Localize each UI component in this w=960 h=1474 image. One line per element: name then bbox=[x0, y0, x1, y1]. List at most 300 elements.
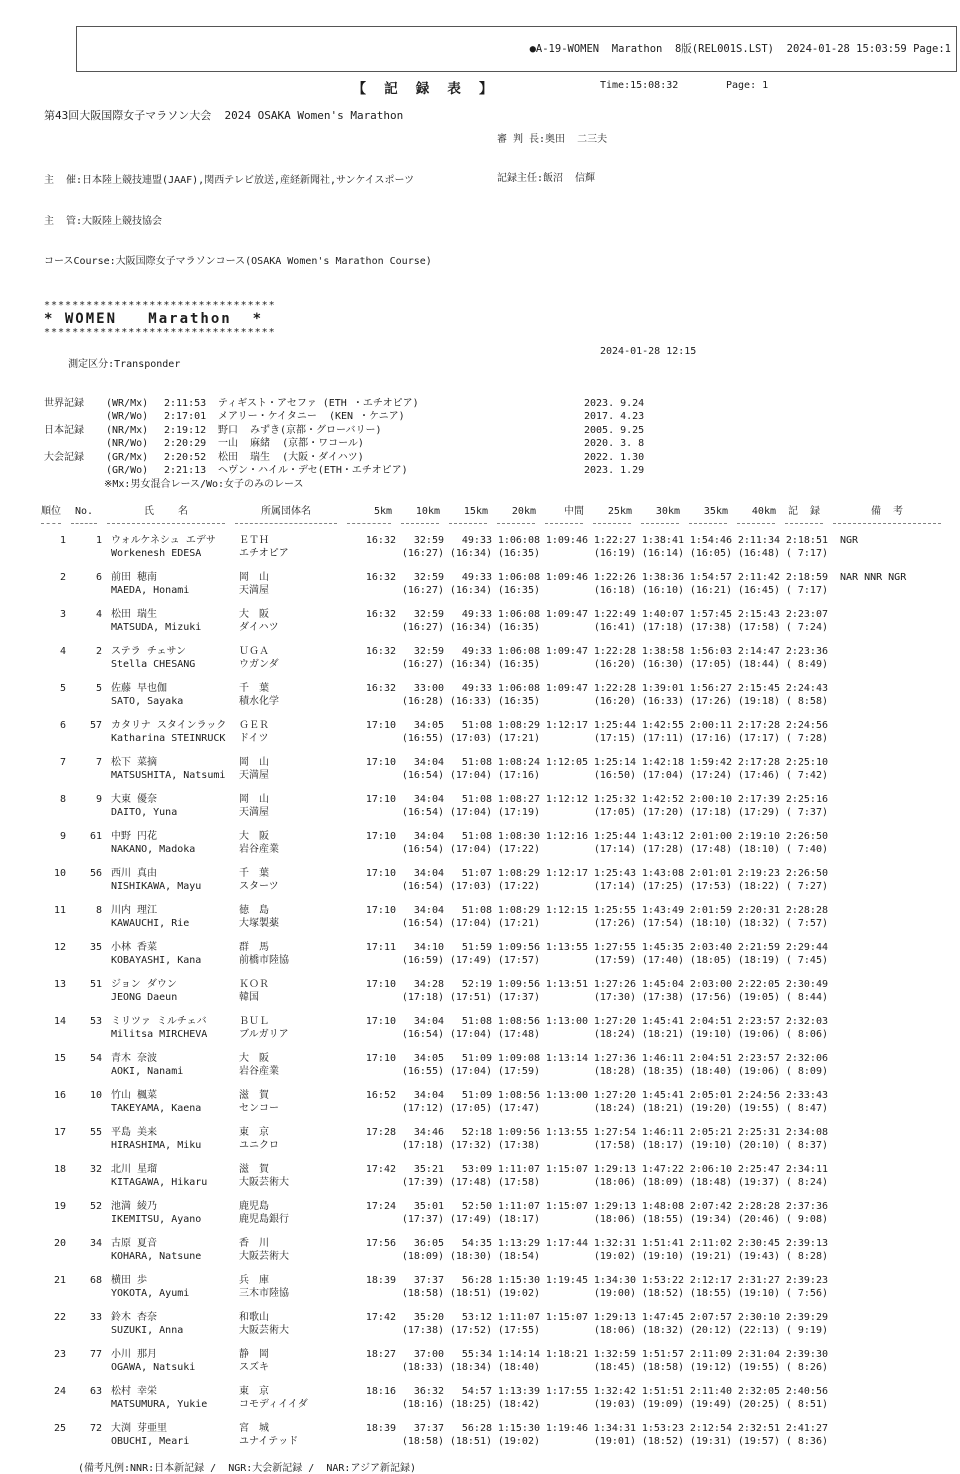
cell-half: 1:09:47 bbox=[545, 608, 588, 620]
cell-t15: (17:04) bbox=[449, 1065, 492, 1077]
cell-t35: 2:07:57 bbox=[689, 1311, 732, 1323]
cell-t5 bbox=[342, 1065, 396, 1078]
cell-name: 小川 那月 bbox=[111, 1348, 158, 1360]
cell-fin: 2:18:51 bbox=[785, 534, 828, 546]
cell-t20: 1:08:56 bbox=[497, 1015, 540, 1027]
cell-t40: (18:44) bbox=[737, 658, 780, 670]
cell-t40: (19:55) bbox=[737, 1361, 780, 1373]
cell-no: 68 bbox=[89, 1274, 102, 1286]
cell-t10: 32:59 bbox=[413, 608, 444, 620]
results-body bbox=[36, 534, 960, 1448]
cell-t40: 2:30:10 bbox=[737, 1311, 780, 1323]
cell-team: ＢＵＬ bbox=[239, 1015, 269, 1027]
cell-t40: (17:29) bbox=[737, 806, 780, 818]
cell-t20: (16:35) bbox=[497, 584, 540, 596]
cell-rem bbox=[828, 621, 946, 634]
cell-name: NAKANO, Madoka bbox=[111, 843, 196, 855]
cell-rem bbox=[828, 1324, 946, 1337]
cell-t20: 1:08:29 bbox=[497, 719, 540, 731]
cell-fin: ( 7:56) bbox=[785, 1287, 828, 1299]
cell-t5: 16:32 bbox=[365, 534, 396, 546]
cell-t30: 1:48:08 bbox=[641, 1200, 684, 1212]
cell-t40: (17:17) bbox=[737, 732, 780, 744]
cell-t40: 2:17:39 bbox=[737, 793, 780, 805]
measurement-label: 測定区分:Transponder bbox=[68, 358, 181, 370]
cell-t20: (17:48) bbox=[497, 1028, 540, 1040]
cell-rem bbox=[828, 1250, 946, 1263]
cell-t35: 2:00:11 bbox=[689, 719, 732, 731]
cell-fin: ( 8:24) bbox=[785, 1176, 828, 1188]
cell-no bbox=[66, 991, 102, 1004]
cell-t15: 54:57 bbox=[461, 1385, 492, 1397]
cell-no: 33 bbox=[89, 1311, 102, 1323]
cell-rank bbox=[36, 695, 66, 708]
cell-t15: 55:34 bbox=[461, 1348, 492, 1360]
cell-t25: 1:25:55 bbox=[593, 904, 636, 916]
cell-t40: 2:15:43 bbox=[737, 608, 780, 620]
cell-t35: (19:49) bbox=[689, 1398, 732, 1410]
cell-t10: 36:32 bbox=[413, 1385, 444, 1397]
cell-rem bbox=[828, 1287, 946, 1300]
cell-team: 大阪芸術大 bbox=[239, 1176, 289, 1188]
record-category: (NR/Wo) bbox=[106, 438, 149, 449]
cell-rem bbox=[828, 1163, 946, 1176]
cell-t30: (17:54) bbox=[641, 917, 684, 929]
cell-team: 天満屋 bbox=[239, 769, 269, 781]
cell-rank: 17 bbox=[53, 1126, 66, 1138]
cell-t40: (19:18) bbox=[737, 695, 780, 707]
cell-team: 鹿児島 bbox=[239, 1200, 269, 1212]
cell-t10: (16:54) bbox=[401, 917, 444, 929]
cell-no bbox=[66, 1213, 102, 1226]
cell-t35: (16:05) bbox=[689, 547, 732, 559]
cell-t30: (17:28) bbox=[641, 843, 684, 855]
cell-t35: (19:34) bbox=[689, 1213, 732, 1225]
cell-no bbox=[66, 843, 102, 856]
col-header-10km: 10km bbox=[415, 505, 440, 517]
cell-t10: (16:27) bbox=[401, 658, 444, 670]
cell-fin: 2:24:56 bbox=[785, 719, 828, 731]
cell-t15: (16:34) bbox=[449, 547, 492, 559]
result-row-line bbox=[36, 547, 960, 560]
cell-t25: (18:06) bbox=[593, 1176, 636, 1188]
cell-t40: 2:32:05 bbox=[737, 1385, 780, 1397]
cell-t30: (18:09) bbox=[641, 1176, 684, 1188]
record-category: (NR/Mx) bbox=[106, 424, 149, 436]
cell-half: 1:12:15 bbox=[545, 904, 588, 916]
cell-no bbox=[66, 1287, 102, 1300]
cell-team: ＥＴＨ bbox=[239, 534, 269, 546]
cell-no: 57 bbox=[89, 719, 102, 731]
cell-fin: ( 8:28) bbox=[785, 1250, 828, 1262]
cell-rank bbox=[36, 1324, 66, 1337]
cell-half bbox=[540, 1139, 588, 1152]
cell-team: 岩谷産業 bbox=[239, 1065, 279, 1077]
cell-no: 6 bbox=[95, 571, 102, 583]
cell-team: 東 京 bbox=[239, 1385, 269, 1397]
cell-t40: 2:20:31 bbox=[737, 904, 780, 916]
cell-no bbox=[66, 1324, 102, 1337]
cell-no bbox=[66, 621, 102, 634]
cell-name: KOHARA, Natsune bbox=[111, 1250, 202, 1262]
cell-t25: 1:29:13 bbox=[593, 1311, 636, 1323]
cell-t5: 16:32 bbox=[365, 645, 396, 657]
cell-t20: 1:09:56 bbox=[497, 978, 540, 990]
cell-fin: ( 9:19) bbox=[785, 1324, 828, 1336]
cell-name: 北川 星瑠 bbox=[111, 1163, 158, 1175]
cell-t25: (18:28) bbox=[593, 1065, 636, 1077]
cell-rank: 13 bbox=[53, 978, 66, 990]
cell-t10: (16:54) bbox=[401, 1028, 444, 1040]
cell-no bbox=[66, 1102, 102, 1115]
result-row-line bbox=[36, 1311, 960, 1324]
cell-t25: 1:29:13 bbox=[593, 1163, 636, 1175]
cell-no bbox=[66, 695, 102, 708]
cell-rem bbox=[828, 1015, 946, 1028]
cell-t15: 51:09 bbox=[461, 1089, 492, 1101]
cell-rem bbox=[828, 941, 946, 954]
header-rule bbox=[107, 519, 225, 524]
cell-t20: 1:08:27 bbox=[497, 793, 540, 805]
cell-t35: 2:01:01 bbox=[689, 867, 732, 879]
cell-t15: (18:51) bbox=[449, 1435, 492, 1447]
cell-t20: 1:11:07 bbox=[497, 1200, 540, 1212]
cell-t10: (16:27) bbox=[401, 621, 444, 633]
cell-no: 34 bbox=[89, 1237, 102, 1249]
cell-half bbox=[540, 991, 588, 1004]
cell-t35: 2:01:00 bbox=[689, 830, 732, 842]
cell-name: DAITO, Yuna bbox=[111, 806, 178, 818]
cell-t15: 49:33 bbox=[461, 571, 492, 583]
cell-name: SATO, Sayaka bbox=[111, 695, 184, 707]
cell-t25: (17:30) bbox=[593, 991, 636, 1003]
cell-team: ＧＥＲ bbox=[239, 719, 269, 731]
record-date: 2005. 9.25 bbox=[584, 424, 645, 436]
cell-t5: 17:10 bbox=[365, 978, 396, 990]
result-row-line bbox=[36, 1126, 960, 1139]
cell-t10: 32:59 bbox=[413, 571, 444, 583]
header-rule bbox=[41, 519, 61, 524]
cell-team: 大 阪 bbox=[239, 608, 269, 620]
result-row bbox=[36, 867, 960, 893]
cell-t15: 51:07 bbox=[461, 867, 492, 879]
cell-half: 1:18:21 bbox=[545, 1348, 588, 1360]
cell-rank: 15 bbox=[53, 1052, 66, 1064]
cell-t5: 17:28 bbox=[365, 1126, 396, 1138]
cell-half: 1:09:47 bbox=[545, 645, 588, 657]
cell-t15: 51:08 bbox=[461, 756, 492, 768]
cell-team: 岡 山 bbox=[239, 793, 269, 805]
cell-t20: 1:13:29 bbox=[497, 1237, 540, 1249]
cell-t10: (17:18) bbox=[401, 991, 444, 1003]
col-header-no: No. bbox=[74, 505, 94, 517]
record-time: 2:21:13 bbox=[164, 465, 207, 476]
cell-name: YOKOTA, Ayumi bbox=[111, 1287, 190, 1299]
cell-t25: (16:20) bbox=[593, 658, 636, 670]
cell-team: ブルガリア bbox=[239, 1028, 289, 1040]
cell-t10: (17:38) bbox=[401, 1324, 444, 1336]
cell-t35: (18:55) bbox=[689, 1287, 732, 1299]
cell-half bbox=[540, 1102, 588, 1115]
result-row-line bbox=[36, 1348, 960, 1361]
result-row-line bbox=[36, 1176, 960, 1189]
cell-t5: 16:32 bbox=[365, 571, 396, 583]
result-row-line bbox=[36, 806, 960, 819]
cell-no bbox=[66, 584, 102, 597]
cell-t10: 34:04 bbox=[413, 867, 444, 879]
cell-t20: (17:57) bbox=[497, 954, 540, 966]
cell-t30: (18:35) bbox=[641, 1065, 684, 1077]
cell-t5 bbox=[342, 695, 396, 708]
cell-t10: (16:54) bbox=[401, 843, 444, 855]
col-header-5km: 5km bbox=[373, 505, 392, 517]
cell-t30: 1:42:18 bbox=[641, 756, 684, 768]
cell-half bbox=[540, 1213, 588, 1226]
cell-rem bbox=[828, 1422, 946, 1435]
cell-t20: (17:59) bbox=[497, 1065, 540, 1077]
cell-t30: 1:51:41 bbox=[641, 1237, 684, 1249]
cell-team: 前橋市陸協 bbox=[239, 954, 289, 966]
cell-t15: 51:08 bbox=[461, 1015, 492, 1027]
cell-t35: 1:54:57 bbox=[689, 571, 732, 583]
cell-t35: 2:03:00 bbox=[689, 978, 732, 990]
cell-no bbox=[66, 547, 102, 560]
cell-t40: (19:10) bbox=[737, 1287, 780, 1299]
result-row-line bbox=[36, 880, 960, 893]
cell-t20: (18:42) bbox=[497, 1398, 540, 1410]
result-row bbox=[36, 1126, 960, 1152]
cell-t40: 2:31:04 bbox=[737, 1348, 780, 1360]
cell-t10: (16:59) bbox=[401, 954, 444, 966]
cell-name: 古原 夏音 bbox=[111, 1237, 158, 1249]
cell-fin: 2:37:36 bbox=[785, 1200, 828, 1212]
cell-t5: 16:32 bbox=[365, 608, 396, 620]
result-row-line bbox=[36, 1274, 960, 1287]
cell-t20: 1:09:08 bbox=[497, 1052, 540, 1064]
record-date: 2017. 4.23 bbox=[584, 411, 645, 422]
cell-half: 1:19:45 bbox=[545, 1274, 588, 1286]
cell-t25: (18:24) bbox=[593, 1102, 636, 1114]
cell-team: 千 葉 bbox=[239, 867, 269, 879]
cell-fin: ( 8:44) bbox=[785, 991, 828, 1003]
cell-t5 bbox=[342, 954, 396, 967]
result-row-line bbox=[36, 1028, 960, 1041]
cell-t20: 1:08:30 bbox=[497, 830, 540, 842]
cell-rank bbox=[36, 991, 66, 1004]
cell-no: 56 bbox=[89, 867, 102, 879]
cell-t20: 1:06:08 bbox=[497, 608, 540, 620]
cell-no: 7 bbox=[95, 756, 102, 768]
cell-fin: ( 7:24) bbox=[785, 621, 828, 633]
cell-t25: 1:27:54 bbox=[593, 1126, 636, 1138]
cell-team: スズキ bbox=[239, 1361, 269, 1373]
cell-t20: 1:06:08 bbox=[497, 645, 540, 657]
cell-rank bbox=[36, 621, 66, 634]
cell-t30: 1:38:36 bbox=[641, 571, 684, 583]
cell-half: 1:13:55 bbox=[545, 941, 588, 953]
cell-t40: (22:13) bbox=[737, 1324, 780, 1336]
cell-rank: 21 bbox=[53, 1274, 66, 1286]
cell-t20: (16:35) bbox=[497, 658, 540, 670]
manager-line: 主 管:大阪陸上競技協会 bbox=[44, 215, 163, 227]
cell-t15: (18:34) bbox=[449, 1361, 492, 1373]
cell-fin: 2:40:56 bbox=[785, 1385, 828, 1397]
cell-t15: 49:33 bbox=[461, 645, 492, 657]
cell-team: 韓国 bbox=[239, 991, 259, 1003]
cell-t30: (19:10) bbox=[641, 1250, 684, 1262]
record-holder: 松田 瑞生 (大阪・ダイハツ) bbox=[218, 451, 364, 463]
cell-fin: 2:30:49 bbox=[785, 978, 828, 990]
cell-no bbox=[66, 1398, 102, 1411]
cell-name: 青木 奈波 bbox=[111, 1052, 158, 1064]
cell-team: 岩谷産業 bbox=[239, 843, 279, 855]
cell-t40: (18:22) bbox=[737, 880, 780, 892]
cell-t40: 2:30:45 bbox=[737, 1237, 780, 1249]
cell-team: 積水化学 bbox=[239, 695, 279, 707]
result-row-line bbox=[36, 1250, 960, 1263]
cell-fin: 2:25:16 bbox=[785, 793, 828, 805]
cell-t25: (17:26) bbox=[593, 917, 636, 929]
result-row bbox=[36, 904, 960, 930]
cell-name: 佐藤 早也伽 bbox=[111, 682, 168, 694]
stars-rule-bottom: ********************************* bbox=[44, 326, 276, 338]
record-label bbox=[44, 437, 106, 451]
cell-t25: (17:14) bbox=[593, 843, 636, 855]
cell-t25: 1:22:49 bbox=[593, 608, 636, 620]
cell-t40: 2:19:10 bbox=[737, 830, 780, 842]
cell-no bbox=[66, 880, 102, 893]
header-rule bbox=[641, 519, 679, 524]
cell-t40: (19:06) bbox=[737, 1065, 780, 1077]
cell-t15: (17:52) bbox=[449, 1324, 492, 1336]
cell-half bbox=[540, 1065, 588, 1078]
cell-t40: 2:25:31 bbox=[737, 1126, 780, 1138]
cell-t35: (18:10) bbox=[689, 917, 732, 929]
cell-rem bbox=[828, 1348, 946, 1361]
cell-t25: (16:18) bbox=[593, 584, 636, 596]
cell-t10: 32:59 bbox=[413, 534, 444, 546]
cell-t10: 34:04 bbox=[413, 793, 444, 805]
cell-t40: 2:17:28 bbox=[737, 756, 780, 768]
cell-t5: 17:24 bbox=[365, 1200, 396, 1212]
cell-half: 1:13:14 bbox=[545, 1052, 588, 1064]
result-row-line bbox=[36, 1435, 960, 1448]
cell-t40: (18:10) bbox=[737, 843, 780, 855]
result-row-line bbox=[36, 1015, 960, 1028]
cell-no bbox=[66, 1065, 102, 1078]
cell-t30: 1:47:45 bbox=[641, 1311, 684, 1323]
cell-no bbox=[66, 806, 102, 819]
cell-no: 10 bbox=[89, 1089, 102, 1101]
cell-team: 天満屋 bbox=[239, 584, 269, 596]
cell-name: 松村 幸栄 bbox=[111, 1385, 158, 1397]
cell-name: TAKEYAMA, Kaena bbox=[111, 1102, 202, 1114]
cell-t40: 2:14:47 bbox=[737, 645, 780, 657]
cell-fin: 2:25:10 bbox=[785, 756, 828, 768]
result-row bbox=[36, 571, 960, 597]
cell-fin: ( 7:37) bbox=[785, 806, 828, 818]
col-header-remarks: 備 考 bbox=[870, 505, 904, 517]
cell-fin: ( 7:40) bbox=[785, 843, 828, 855]
record-date: 2023. 1.29 bbox=[584, 465, 645, 476]
cell-fin: ( 8:51) bbox=[785, 1398, 828, 1410]
cell-rank bbox=[36, 658, 66, 671]
cell-rem bbox=[828, 1237, 946, 1250]
cell-t5 bbox=[342, 547, 396, 560]
cell-rank bbox=[36, 769, 66, 782]
cell-t5: 17:10 bbox=[365, 904, 396, 916]
result-row bbox=[36, 1348, 960, 1374]
cell-t15: (18:30) bbox=[449, 1250, 492, 1262]
cell-half bbox=[540, 658, 588, 671]
cell-t5: 17:10 bbox=[365, 867, 396, 879]
cell-t40: 2:31:27 bbox=[737, 1274, 780, 1286]
cell-t25: 1:32:42 bbox=[593, 1385, 636, 1397]
record-label: 日本記録 bbox=[44, 424, 84, 436]
cell-t40: (19:37) bbox=[737, 1176, 780, 1188]
cell-t40: (19:57) bbox=[737, 1435, 780, 1447]
cell-t10: 34:10 bbox=[413, 941, 444, 953]
result-row-line bbox=[36, 1398, 960, 1411]
cell-team: 滋 賀 bbox=[239, 1089, 269, 1101]
result-row bbox=[36, 978, 960, 1004]
cell-fin: ( 8:37) bbox=[785, 1139, 828, 1151]
cell-t25: 1:34:30 bbox=[593, 1274, 636, 1286]
cell-t40: 2:28:28 bbox=[737, 1200, 780, 1212]
cell-rank bbox=[36, 880, 66, 893]
cell-t10: 35:21 bbox=[413, 1163, 444, 1175]
cell-t10: (16:27) bbox=[401, 584, 444, 596]
cell-t10: (18:33) bbox=[401, 1361, 444, 1373]
cell-t30: (18:55) bbox=[641, 1213, 684, 1225]
cell-t10: 37:37 bbox=[413, 1422, 444, 1434]
result-row bbox=[36, 608, 960, 634]
cell-name: HIRASHIMA, Miku bbox=[111, 1139, 202, 1151]
cell-t5: 17:10 bbox=[365, 1015, 396, 1027]
cell-t15: 49:33 bbox=[461, 534, 492, 546]
cell-t25: 1:29:13 bbox=[593, 1200, 636, 1212]
cell-rank: 8 bbox=[59, 793, 66, 805]
cell-t10: 34:04 bbox=[413, 1089, 444, 1101]
cell-rank: 10 bbox=[53, 867, 66, 879]
cell-t25: 1:22:28 bbox=[593, 645, 636, 657]
cell-half bbox=[540, 1250, 588, 1263]
result-row-line bbox=[36, 584, 960, 597]
cell-t20: 1:08:24 bbox=[497, 756, 540, 768]
cell-t20: (17:22) bbox=[497, 843, 540, 855]
cell-rank bbox=[36, 806, 66, 819]
cell-t35: (17:48) bbox=[689, 843, 732, 855]
cell-t15: (17:05) bbox=[449, 1102, 492, 1114]
cell-t40: 2:17:28 bbox=[737, 719, 780, 731]
title-bar bbox=[0, 77, 960, 99]
cell-name: AOKI, Nanami bbox=[111, 1065, 184, 1077]
cell-rem bbox=[828, 880, 946, 893]
cell-t30: (18:52) bbox=[641, 1287, 684, 1299]
result-row bbox=[36, 1163, 960, 1189]
cell-t5: 17:42 bbox=[365, 1163, 396, 1175]
cell-rem bbox=[828, 1126, 946, 1139]
result-row-line bbox=[36, 904, 960, 917]
cell-rem bbox=[828, 584, 946, 597]
cell-rem bbox=[828, 1398, 946, 1411]
cell-no bbox=[66, 732, 102, 745]
record-line bbox=[44, 451, 960, 465]
records-block bbox=[44, 397, 960, 478]
cell-half: 1:17:55 bbox=[545, 1385, 588, 1397]
cell-t25: (17:05) bbox=[593, 806, 636, 818]
cell-team: ウガンダ bbox=[239, 658, 279, 670]
